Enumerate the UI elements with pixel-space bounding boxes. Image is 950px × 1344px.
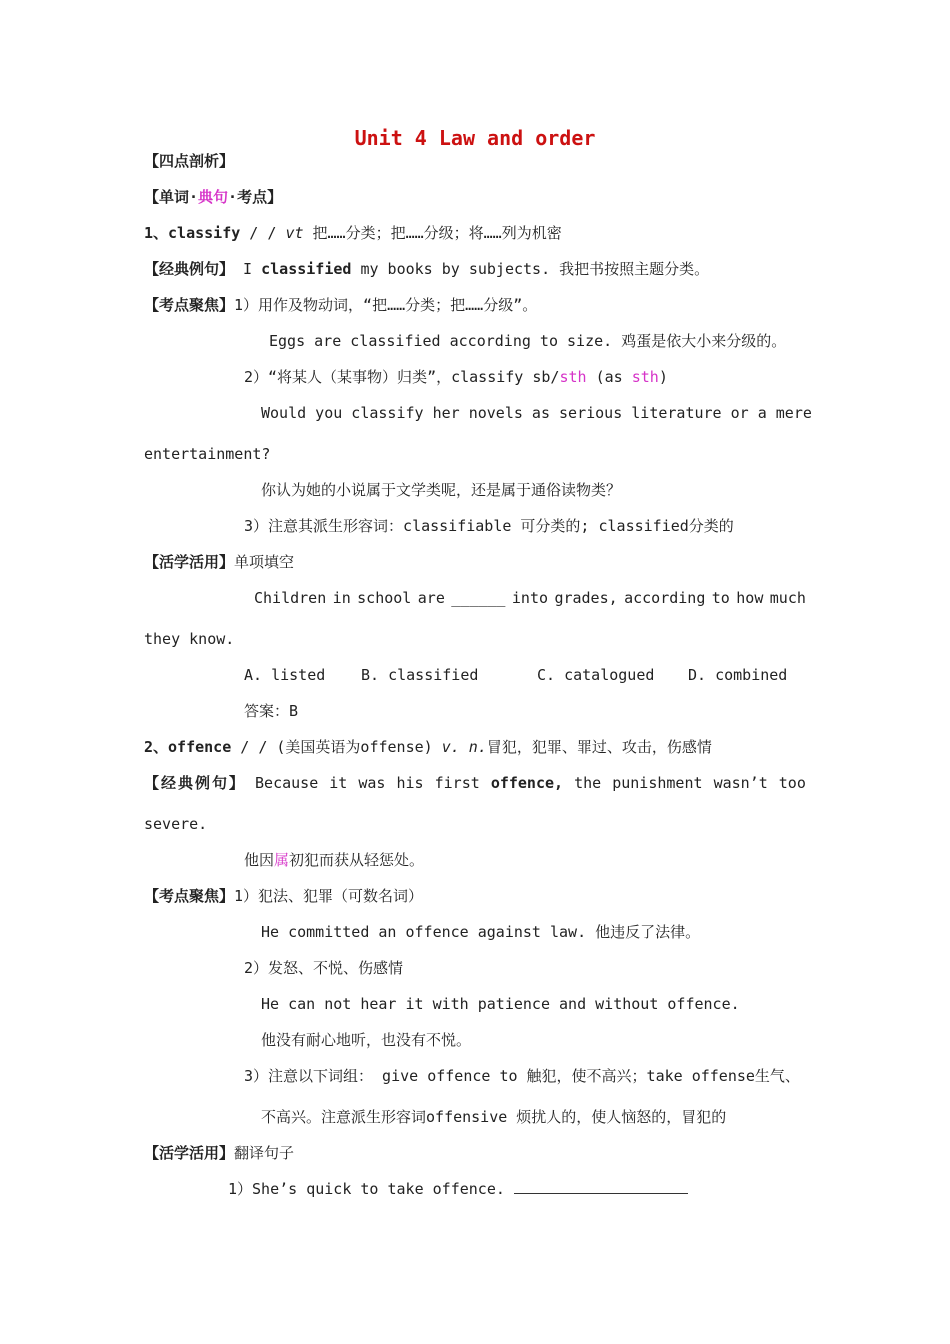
item1-focus-2-pre: 2）“将某人（某事物）归类”，classify sb/ bbox=[244, 368, 560, 386]
example-word: first bbox=[434, 774, 480, 792]
option-a: A. listed bbox=[244, 666, 326, 684]
item1-phonetic: / / bbox=[240, 224, 286, 242]
option-d: D. combined bbox=[688, 666, 788, 684]
question-word: according bbox=[624, 589, 706, 607]
item2-example-line1 bbox=[144, 773, 806, 793]
item1-practice bbox=[144, 552, 294, 572]
translation-post: 初犯而获从轻惩处。 bbox=[289, 851, 425, 869]
item1-example-post: my books by subjects. 我把书按照主题分类。 bbox=[351, 260, 710, 278]
label-char: 典 bbox=[177, 774, 193, 792]
answer-blank-line[interactable] bbox=[514, 1179, 688, 1194]
item2-word: offence bbox=[168, 738, 232, 756]
question-blank: ______ bbox=[451, 589, 506, 607]
item1-practice-type: 单项填空 bbox=[234, 553, 295, 571]
item1-focus-label: 【考点聚焦】 bbox=[144, 296, 235, 314]
item1-focus-1 bbox=[144, 295, 537, 315]
subheading bbox=[144, 187, 282, 207]
item1-focus-2-example-line1: Would you classify her novels as serious literature or a mere bbox=[261, 404, 812, 422]
item1-example-pre: I bbox=[234, 260, 262, 278]
subheading-part1: 【单词· bbox=[144, 188, 199, 206]
item1-focus-2-example-line2: entertainment? bbox=[144, 445, 271, 463]
section-heading: 【四点剖析】 bbox=[144, 152, 235, 170]
example-keyword: offence, bbox=[490, 774, 564, 792]
item1-focus-3: 3）注意其派生形容词：classifiable 可分类的; classified分类的 bbox=[244, 517, 734, 535]
item2-focus-2: 2）发怒、不悦、伤感情 bbox=[244, 959, 404, 977]
question-word: in bbox=[332, 589, 351, 607]
page-title: Unit 4 Law and order bbox=[354, 126, 596, 150]
subheading-part2: 典句 bbox=[198, 188, 229, 206]
item2-practice-label: 【活学活用】 bbox=[144, 1144, 235, 1162]
question-word: Children bbox=[254, 589, 327, 607]
item1-focus-2-sth-2: sth bbox=[631, 368, 659, 386]
item1-focus-2-translation: 你认为她的小说属于文学类呢，还是属于通俗读物类？ bbox=[261, 481, 622, 499]
label-char: 例 bbox=[194, 774, 210, 792]
item1-example bbox=[144, 259, 709, 279]
item1-focus-2-mid: (as bbox=[586, 368, 632, 386]
item2-focus-1 bbox=[144, 886, 423, 906]
item2-focus-3-line1: 3）注意以下词组： give offence to 触犯，使不高兴；take offense生气、 bbox=[244, 1067, 800, 1085]
item1-question-line2: they know. bbox=[144, 630, 235, 648]
item1-focus-1-example: Eggs are classified according to size. 鸡蛋是依大小来分级的。 bbox=[269, 332, 787, 350]
example-word: punishment bbox=[612, 774, 703, 792]
item1-answer: 答案：B bbox=[244, 702, 299, 720]
item2-pos: v. n. bbox=[441, 738, 487, 756]
item2-definition: 冒犯，犯罪、罪过、攻击，伤感情 bbox=[486, 738, 712, 756]
question-word: grades, bbox=[554, 589, 618, 607]
label-char: 句 bbox=[211, 774, 227, 792]
item1-number: 1、 bbox=[144, 224, 169, 242]
question-word: how bbox=[736, 589, 764, 607]
example-word: Because bbox=[255, 774, 319, 792]
item1-definition: 把……分类；把……分级；将……列为机密 bbox=[303, 224, 562, 242]
example-word: it bbox=[329, 774, 348, 792]
item2-example-translation bbox=[244, 850, 424, 870]
item1-word: classify bbox=[168, 224, 241, 242]
example-word: too bbox=[778, 774, 806, 792]
label-char: 】 bbox=[228, 774, 244, 792]
subheading-part3: ·考点】 bbox=[228, 188, 283, 206]
example-word: wasn’t bbox=[713, 774, 768, 792]
item2-practice bbox=[144, 1143, 294, 1163]
item2-example-label bbox=[144, 773, 244, 793]
question-word: are bbox=[417, 589, 445, 607]
item1-focus-2-sth-1: sth bbox=[559, 368, 587, 386]
item1-focus-1-text: 1）用作及物动词，“把……分类；把……分级”。 bbox=[234, 296, 538, 314]
item2-focus-1-text: 1）犯法、犯罪（可数名词） bbox=[234, 887, 424, 905]
item2-focus-2-example: He can not hear it with patience and without offence. bbox=[261, 995, 740, 1013]
question-word: school bbox=[357, 589, 412, 607]
item1-focus-2-end: ) bbox=[658, 368, 668, 386]
example-word: his bbox=[396, 774, 424, 792]
item2-question-1 bbox=[228, 1179, 688, 1199]
label-char: 【 bbox=[144, 774, 160, 792]
item2-heading bbox=[144, 737, 712, 757]
label-char: 经 bbox=[160, 774, 176, 792]
item1-pos: vt bbox=[285, 224, 304, 242]
question-word: much bbox=[769, 589, 806, 607]
item2-phonetic: / / (美国英语为offense) bbox=[231, 738, 442, 756]
item2-focus-1-example: He committed an offence against law. 他违反了法律。 bbox=[261, 923, 701, 941]
item2-focus-3-line2: 不高兴。注意派生形容词offensive 烦扰人的，使人恼怒的，冒犯的 bbox=[261, 1108, 727, 1126]
item1-focus-2 bbox=[244, 367, 668, 387]
item2-example-line2: severe. bbox=[144, 815, 208, 833]
item1-practice-label: 【活学活用】 bbox=[144, 553, 235, 571]
question-word: to bbox=[711, 589, 730, 607]
item2-focus-2-translation: 他没有耐心地听，也没有不悦。 bbox=[261, 1031, 472, 1049]
item2-number: 2、 bbox=[144, 738, 169, 756]
translation-highlight: 属 bbox=[274, 851, 290, 869]
question-word: into bbox=[511, 589, 549, 607]
item1-heading bbox=[144, 223, 562, 243]
item2-practice-type: 翻译句子 bbox=[234, 1144, 295, 1162]
example-word: the bbox=[574, 774, 602, 792]
option-c: C. catalogued bbox=[537, 666, 655, 684]
translation-pre: 他因 bbox=[244, 851, 275, 869]
item2-question-1-text: 1）She’s quick to take offence. bbox=[228, 1180, 514, 1198]
item1-example-word: classified bbox=[261, 260, 352, 278]
item1-example-label: 【经典例句】 bbox=[144, 260, 235, 278]
option-b: B. classified bbox=[361, 666, 479, 684]
example-word: was bbox=[358, 774, 386, 792]
item2-focus-label: 【考点聚焦】 bbox=[144, 887, 235, 905]
item1-question-line1 bbox=[254, 588, 806, 608]
